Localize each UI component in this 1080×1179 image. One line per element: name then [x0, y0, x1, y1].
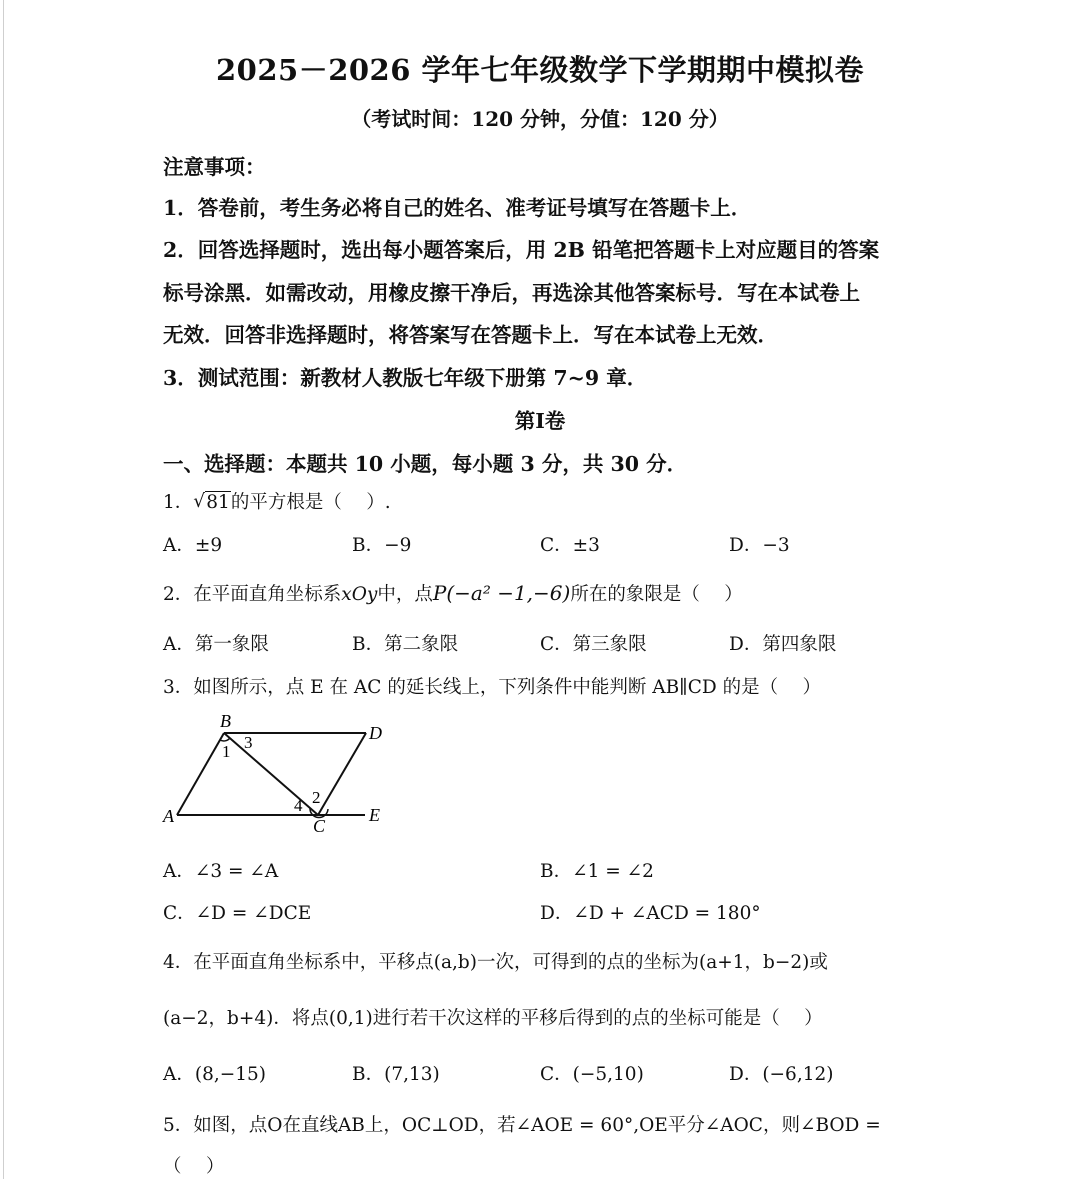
parallelogram-figure	[160, 708, 400, 838]
question-text: 在平面直角坐标系	[193, 584, 342, 605]
page-edge	[3, 0, 4, 1179]
angle-4-label: 4	[294, 796, 303, 815]
question-number: 4．	[163, 952, 194, 973]
notice-line: 标号涂黑．如需改动，用橡皮擦干净后，再选涂其他答案标号．写在本试卷上	[163, 281, 860, 305]
notice-heading: 注意事项：	[163, 155, 266, 179]
option-c[interactable]: C．∠D = ∠DCE	[163, 903, 312, 924]
question-2	[163, 580, 743, 606]
option-b[interactable]: B．第二象限	[352, 634, 459, 655]
angle-2-label: 2	[312, 788, 321, 807]
label-d: D	[369, 723, 382, 743]
option-c[interactable]: C．(−5,10)	[540, 1064, 644, 1085]
segment-bc	[224, 733, 318, 815]
segment-dc	[318, 733, 366, 815]
option-d[interactable]: D．第四象限	[729, 634, 837, 655]
option-d[interactable]: D．∠D + ∠ACD = 180°	[540, 903, 761, 924]
sqrt-icon: √	[193, 491, 206, 512]
point-expression: P(−a² −1,−6)	[432, 581, 571, 605]
option-b[interactable]: B．∠1 = ∠2	[540, 861, 654, 882]
option-c[interactable]: C．第三象限	[540, 634, 647, 655]
label-a: A	[163, 806, 174, 826]
section-heading: 一、选择题：本题共 10 小题，每小题 3 分，共 30 分．	[163, 452, 688, 476]
question-text: 的平方根是（ ）.	[230, 492, 391, 513]
question-5	[163, 1111, 881, 1137]
question-text: 如图，点O在直线AB上，OC⊥OD，若∠AOE = 60°,OE平分∠AOC，则∠BOD =	[193, 1115, 881, 1136]
option-b[interactable]: B．−9	[352, 535, 412, 556]
exam-subtitle: （考试时间：120 分钟，分值：120 分）	[351, 107, 729, 131]
question-5-continued: （ ）	[163, 1156, 225, 1177]
question-text: 中，点	[377, 584, 433, 605]
option-a[interactable]: A．∠3 = ∠A	[163, 861, 279, 882]
angle-3-label: 3	[244, 733, 253, 752]
option-a[interactable]: A．第一象限	[163, 634, 269, 655]
notice-line: 1．答卷前，考生务必将自己的姓名、准考证号填写在答题卡上．	[163, 196, 752, 220]
question-3	[163, 673, 821, 699]
option-a[interactable]: A．±9	[163, 535, 223, 556]
option-b[interactable]: B．(7,13)	[352, 1064, 440, 1085]
coordinate-system: xOy	[341, 584, 378, 605]
volume-heading: 第Ⅰ卷	[514, 409, 566, 433]
option-a[interactable]: A．(8,−15)	[163, 1064, 266, 1085]
question-number: 1．	[163, 492, 194, 513]
question-text: 所在的象限是（ ）	[570, 584, 743, 605]
notice-line: 3．测试范围：新教材人教版七年级下册第 7~9 章．	[163, 366, 648, 390]
label-b: B	[220, 711, 231, 731]
angle-1-label: 1	[222, 742, 231, 761]
question-1	[163, 488, 391, 514]
question-text: 如图所示，点 E 在 AC 的延长线上，下列条件中能判断 AB∥CD 的是（ ）	[193, 677, 821, 698]
notice-line: 无效．回答非选择题时，将答案写在答题卡上．写在本试卷上无效．	[163, 323, 778, 347]
notice-line: 2．回答选择题时，选出每小题答案后，用 2B 铅笔把答题卡上对应题目的答案	[163, 238, 880, 262]
label-e: E	[369, 805, 380, 825]
option-d[interactable]: D．−3	[729, 535, 790, 556]
question-4-continued: (a−2，b+4)．将点(0,1)进行若干次这样的平移后得到的点的坐标可能是（ ）	[163, 1008, 823, 1029]
segment-ab	[177, 733, 224, 815]
label-c: C	[313, 816, 326, 836]
exam-title: 2025－2026 学年七年级数学下学期期中模拟卷	[215, 53, 865, 87]
question-number: 2．	[163, 584, 194, 605]
option-c[interactable]: C．±3	[540, 535, 600, 556]
question-number: 3．	[163, 677, 194, 698]
radicand: 81	[206, 492, 230, 513]
sqrt-expression	[193, 492, 231, 513]
question-4	[163, 948, 828, 974]
option-d[interactable]: D．(−6,12)	[729, 1064, 834, 1085]
question-text: 在平面直角坐标系中，平移点(a,b)一次，可得到的点的坐标为(a+1，b−2)或	[193, 952, 828, 973]
question-number: 5．	[163, 1115, 194, 1136]
